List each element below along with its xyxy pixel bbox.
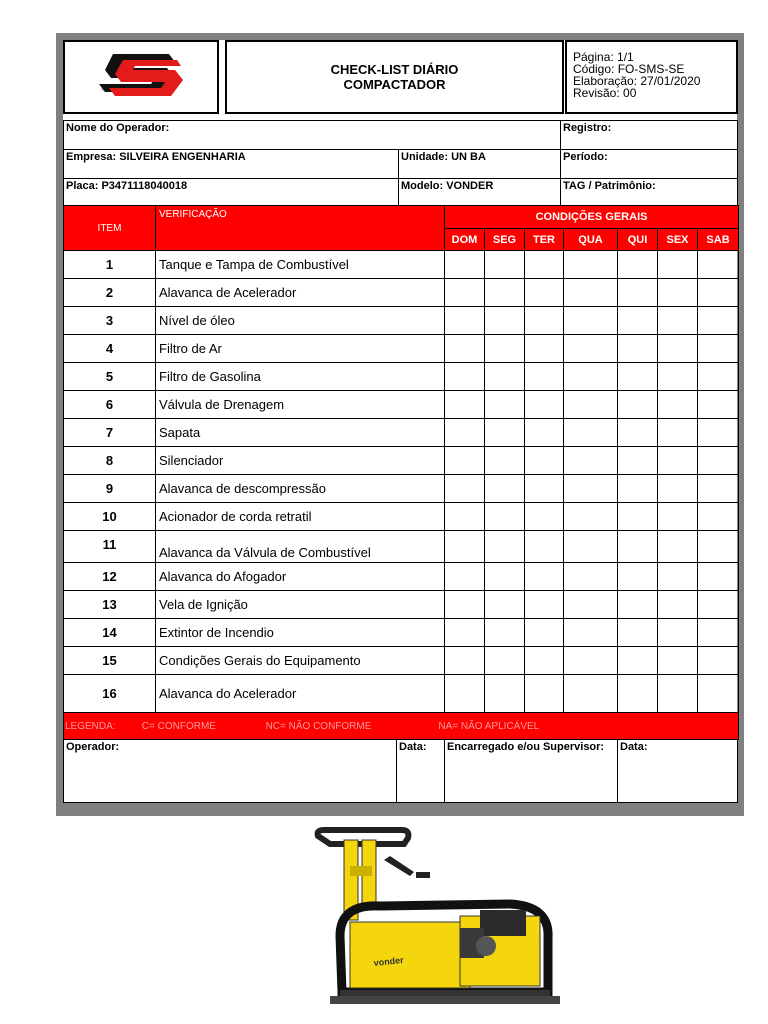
item-number: 5 <box>64 363 156 391</box>
item-description: Acionador de corda retratil <box>156 503 445 531</box>
item-number: 2 <box>64 279 156 307</box>
check-cell-qua[interactable] <box>564 531 618 563</box>
check-cell-sab[interactable] <box>698 647 739 675</box>
check-cell-qua[interactable] <box>564 563 618 591</box>
check-cell-sab[interactable] <box>698 279 739 307</box>
check-cell-dom[interactable] <box>445 391 485 419</box>
item-description: Filtro de Gasolina <box>156 363 445 391</box>
check-cell-sab[interactable] <box>698 675 739 713</box>
operador-signature-field[interactable]: Operador: <box>64 740 397 803</box>
compactor-photo <box>310 826 570 1006</box>
check-cell-seg[interactable] <box>485 307 525 335</box>
check-cell-dom[interactable] <box>445 279 485 307</box>
check-cell-sab[interactable] <box>698 307 739 335</box>
check-cell-sex[interactable] <box>658 279 698 307</box>
check-cell-sab[interactable] <box>698 619 739 647</box>
check-cell-qua[interactable] <box>564 475 618 503</box>
check-cell-qui[interactable] <box>618 419 658 447</box>
check-cell-seg[interactable] <box>485 335 525 363</box>
check-cell-sab[interactable] <box>698 531 739 563</box>
company-logo-box <box>63 40 219 114</box>
check-cell-dom[interactable] <box>445 363 485 391</box>
item-number: 12 <box>64 563 156 591</box>
check-cell-dom[interactable] <box>445 619 485 647</box>
check-cell-dom[interactable] <box>445 647 485 675</box>
check-cell-qua[interactable] <box>564 307 618 335</box>
item-number: 6 <box>64 391 156 419</box>
day-header-sex: SEX <box>658 229 698 251</box>
checklist-row <box>64 279 739 307</box>
condicoes-gerais-header: CONDIÇÕES GERAIS <box>445 206 739 229</box>
check-cell-qui[interactable] <box>618 531 658 563</box>
check-cell-seg[interactable] <box>485 563 525 591</box>
check-cell-dom[interactable] <box>445 503 485 531</box>
check-cell-ter[interactable] <box>525 251 564 279</box>
check-cell-ter[interactable] <box>525 619 564 647</box>
check-cell-dom[interactable] <box>445 447 485 475</box>
check-cell-ter[interactable] <box>525 647 564 675</box>
check-cell-seg[interactable] <box>485 647 525 675</box>
item-number: 13 <box>64 591 156 619</box>
check-cell-ter[interactable] <box>525 363 564 391</box>
check-cell-dom[interactable] <box>445 531 485 563</box>
check-cell-qui[interactable] <box>618 675 658 713</box>
modelo-field[interactable]: Modelo: VONDER <box>399 179 561 208</box>
item-number: 8 <box>64 447 156 475</box>
item-description: Alavanca de Acelerador <box>156 279 445 307</box>
item-number: 3 <box>64 307 156 335</box>
check-cell-sex[interactable] <box>658 531 698 563</box>
item-description: Alavanca da Válvula de Combustível <box>156 531 445 563</box>
item-number: 9 <box>64 475 156 503</box>
verificacao-header: VERIFICAÇÃO <box>156 206 445 251</box>
item-number: 7 <box>64 419 156 447</box>
meta-page: Página: 1/1 <box>573 50 634 64</box>
item-description: Sapata <box>156 419 445 447</box>
check-cell-ter[interactable] <box>525 531 564 563</box>
item-number: 11 <box>64 531 156 563</box>
check-cell-sex[interactable] <box>658 307 698 335</box>
item-description: Filtro de Ar <box>156 335 445 363</box>
check-cell-sex[interactable] <box>658 335 698 363</box>
item-number: 15 <box>64 647 156 675</box>
operador-date-field[interactable]: Data: <box>397 740 445 803</box>
check-cell-qua[interactable] <box>564 363 618 391</box>
day-header-qua: QUA <box>564 229 618 251</box>
item-number: 16 <box>64 675 156 713</box>
check-cell-qui[interactable] <box>618 307 658 335</box>
check-cell-sex[interactable] <box>658 475 698 503</box>
check-cell-sex[interactable] <box>658 419 698 447</box>
check-cell-seg[interactable] <box>485 391 525 419</box>
document-meta <box>565 40 738 114</box>
check-cell-sab[interactable] <box>698 363 739 391</box>
check-cell-sab[interactable] <box>698 447 739 475</box>
day-header-ter: TER <box>525 229 564 251</box>
legend-conforme: C= CONFORME <box>141 720 216 732</box>
check-cell-ter[interactable] <box>525 503 564 531</box>
registro-field[interactable]: Registro: <box>561 121 738 150</box>
meta-revision: Revisão: 00 <box>573 86 637 100</box>
checklist-row <box>64 675 739 713</box>
check-cell-qua[interactable] <box>564 447 618 475</box>
check-cell-sex[interactable] <box>658 675 698 713</box>
signoff-table <box>63 739 738 803</box>
check-cell-ter[interactable] <box>525 279 564 307</box>
meta-code: Código: FO-SMS-SE <box>573 62 685 76</box>
checklist-row <box>64 335 739 363</box>
company-logo <box>65 42 217 112</box>
check-cell-sex[interactable] <box>658 619 698 647</box>
checklist-row <box>64 563 739 591</box>
check-cell-dom[interactable] <box>445 419 485 447</box>
check-cell-dom[interactable] <box>445 563 485 591</box>
operator-name-field[interactable]: Nome do Operador: <box>64 121 561 150</box>
legend-nao-conforme: NC= NÃO CONFORME <box>265 720 372 732</box>
check-cell-qui[interactable] <box>618 563 658 591</box>
checklist-row <box>64 419 739 447</box>
check-cell-sex[interactable] <box>658 591 698 619</box>
title-line-2: COMPACTADOR <box>343 77 446 92</box>
periodo-field[interactable]: Período: <box>561 150 738 179</box>
check-cell-sab[interactable] <box>698 419 739 447</box>
legend-label: LEGENDA: <box>65 720 116 732</box>
check-cell-sab[interactable] <box>698 503 739 531</box>
unidade-field[interactable]: Unidade: UN BA <box>399 150 561 179</box>
check-cell-ter[interactable] <box>525 447 564 475</box>
check-cell-sab[interactable] <box>698 391 739 419</box>
check-cell-sab[interactable] <box>698 563 739 591</box>
checklist-row <box>64 619 739 647</box>
checklist-row <box>64 251 739 279</box>
check-cell-ter[interactable] <box>525 675 564 713</box>
check-cell-seg[interactable] <box>485 475 525 503</box>
checklist-row <box>64 447 739 475</box>
check-cell-qui[interactable] <box>618 619 658 647</box>
title-line-1: CHECK-LIST DIÁRIO <box>330 62 459 77</box>
check-cell-sex[interactable] <box>658 647 698 675</box>
check-cell-seg[interactable] <box>485 447 525 475</box>
check-cell-seg[interactable] <box>485 363 525 391</box>
check-cell-dom[interactable] <box>445 251 485 279</box>
check-cell-seg[interactable] <box>485 251 525 279</box>
item-description: Vela de Ignição <box>156 591 445 619</box>
check-cell-sex[interactable] <box>658 447 698 475</box>
item-header: ITEM <box>64 206 156 251</box>
check-cell-qua[interactable] <box>564 503 618 531</box>
check-cell-sab[interactable] <box>698 251 739 279</box>
check-cell-qui[interactable] <box>618 591 658 619</box>
info-table <box>63 120 738 208</box>
checklist-row <box>64 475 739 503</box>
check-cell-sab[interactable] <box>698 475 739 503</box>
check-cell-dom[interactable] <box>445 335 485 363</box>
item-number: 4 <box>64 335 156 363</box>
check-cell-sab[interactable] <box>698 591 739 619</box>
check-cell-qui[interactable] <box>618 475 658 503</box>
item-number: 14 <box>64 619 156 647</box>
checklist-row <box>64 503 739 531</box>
item-description: Alavanca do Acelerador <box>156 675 445 713</box>
check-cell-sex[interactable] <box>658 251 698 279</box>
check-cell-qui[interactable] <box>618 335 658 363</box>
check-cell-qua[interactable] <box>564 647 618 675</box>
checklist-row <box>64 647 739 675</box>
item-description: Condições Gerais do Equipamento <box>156 647 445 675</box>
empresa-field[interactable]: Empresa: SILVEIRA ENGENHARIA <box>64 150 399 179</box>
check-cell-qui[interactable] <box>618 251 658 279</box>
check-cell-sex[interactable] <box>658 363 698 391</box>
day-header-sab: SAB <box>698 229 739 251</box>
check-cell-ter[interactable] <box>525 591 564 619</box>
check-cell-qui[interactable] <box>618 363 658 391</box>
check-cell-qui[interactable] <box>618 647 658 675</box>
checklist-row <box>64 307 739 335</box>
check-cell-seg[interactable] <box>485 503 525 531</box>
check-cell-ter[interactable] <box>525 475 564 503</box>
item-description: Tanque e Tampa de Combustível <box>156 251 445 279</box>
check-cell-seg[interactable] <box>485 675 525 713</box>
placa-field[interactable]: Placa: P3471118040018 <box>64 179 399 208</box>
item-description: Nível de óleo <box>156 307 445 335</box>
check-cell-sex[interactable] <box>658 503 698 531</box>
check-cell-dom[interactable] <box>445 475 485 503</box>
check-cell-seg[interactable] <box>485 531 525 563</box>
check-cell-qui[interactable] <box>618 503 658 531</box>
check-cell-dom[interactable] <box>445 675 485 713</box>
checklist-table <box>63 205 739 740</box>
check-cell-dom[interactable] <box>445 307 485 335</box>
legend-nao-aplicavel: NA= NÃO APLICÁVEL <box>438 720 540 732</box>
check-cell-sex[interactable] <box>658 563 698 591</box>
check-cell-qui[interactable] <box>618 447 658 475</box>
check-cell-qua[interactable] <box>564 591 618 619</box>
supervisor-signature-field[interactable]: Encarregado e/ou Supervisor: <box>445 740 618 803</box>
check-cell-ter[interactable] <box>525 563 564 591</box>
check-cell-ter[interactable] <box>525 307 564 335</box>
check-cell-qua[interactable] <box>564 419 618 447</box>
supervisor-date-field[interactable]: Data: <box>618 740 738 803</box>
day-header-seg: SEG <box>485 229 525 251</box>
vonder-brand-text: vonder <box>373 954 405 968</box>
tag-field[interactable]: TAG / Patrimônio: <box>561 179 738 208</box>
item-description: Alavanca de descompressão <box>156 475 445 503</box>
check-cell-sex[interactable] <box>658 391 698 419</box>
item-number: 10 <box>64 503 156 531</box>
check-cell-ter[interactable] <box>525 335 564 363</box>
day-header-dom: DOM <box>445 229 485 251</box>
check-cell-qua[interactable] <box>564 391 618 419</box>
check-cell-seg[interactable] <box>485 279 525 307</box>
day-header-qui: QUI <box>618 229 658 251</box>
document-title <box>225 40 564 114</box>
check-cell-qua[interactable] <box>564 675 618 713</box>
checklist-row <box>64 391 739 419</box>
check-cell-qua[interactable] <box>564 279 618 307</box>
meta-elaboration: Elaboração: 27/01/2020 <box>573 74 701 88</box>
check-cell-seg[interactable] <box>485 419 525 447</box>
check-cell-qui[interactable] <box>618 279 658 307</box>
check-cell-qua[interactable] <box>564 251 618 279</box>
check-cell-qua[interactable] <box>564 619 618 647</box>
check-cell-qua[interactable] <box>564 335 618 363</box>
check-cell-qui[interactable] <box>618 391 658 419</box>
item-number: 1 <box>64 251 156 279</box>
item-description: Alavanca do Afogador <box>156 563 445 591</box>
check-cell-ter[interactable] <box>525 419 564 447</box>
item-description: Válvula de Drenagem <box>156 391 445 419</box>
checklist-row <box>64 531 739 563</box>
legend-row <box>64 713 739 740</box>
checklist-row <box>64 591 739 619</box>
check-cell-sab[interactable] <box>698 335 739 363</box>
item-description: Extintor de Incendio <box>156 619 445 647</box>
check-cell-seg[interactable] <box>485 591 525 619</box>
check-cell-ter[interactable] <box>525 391 564 419</box>
item-description: Silenciador <box>156 447 445 475</box>
check-cell-dom[interactable] <box>445 591 485 619</box>
check-cell-seg[interactable] <box>485 619 525 647</box>
checklist-row <box>64 363 739 391</box>
